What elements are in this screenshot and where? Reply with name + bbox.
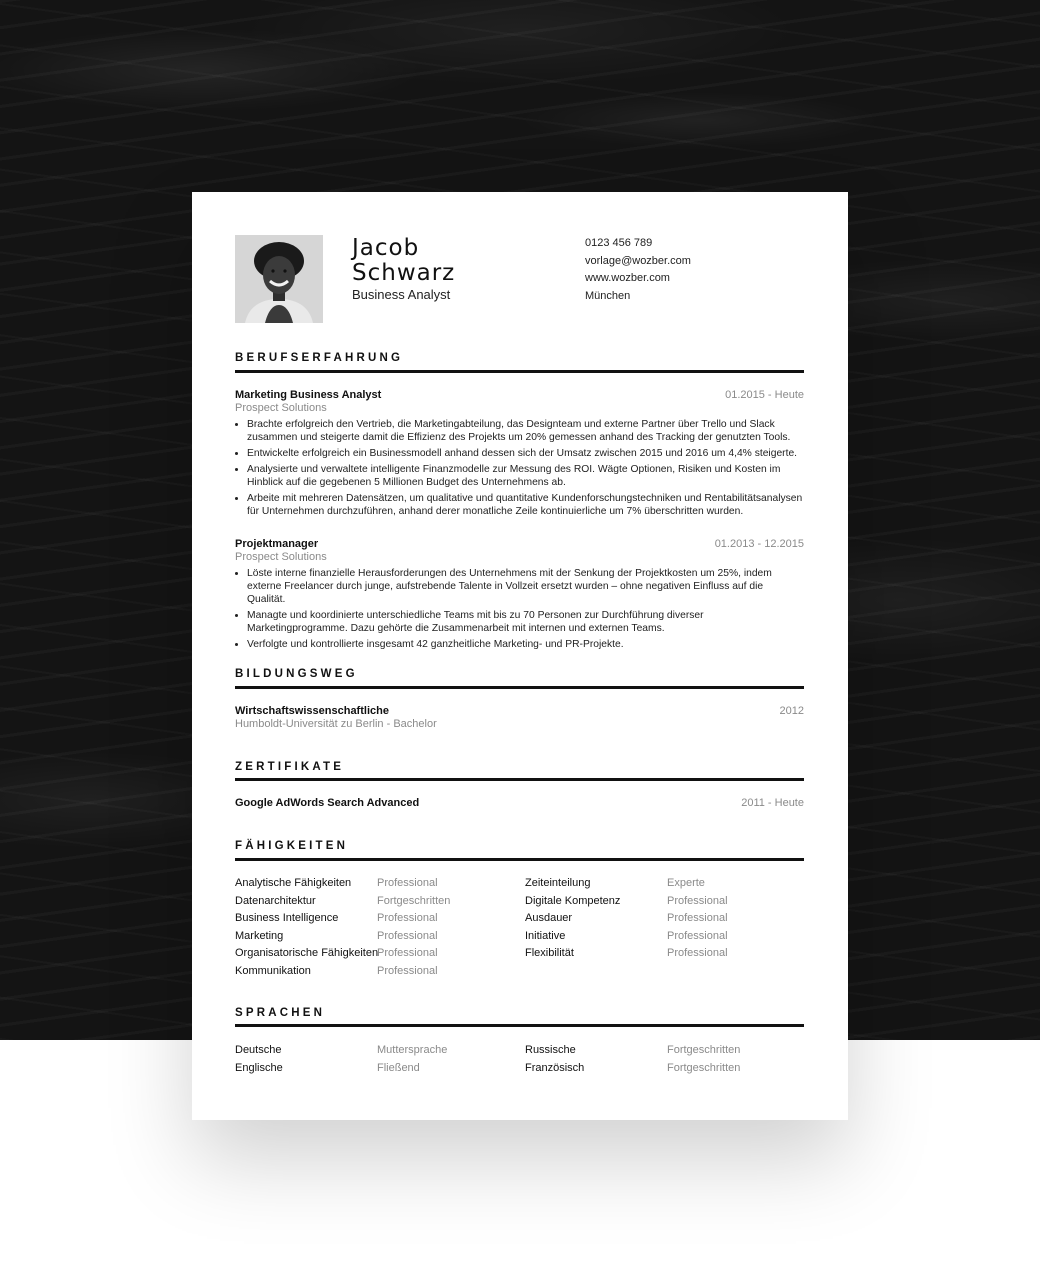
last-name: Schwarz <box>352 260 456 286</box>
skill-level: Experte <box>667 877 705 889</box>
certificate-dates: 2011 - Heute <box>741 797 804 809</box>
website: www.wozber.com <box>585 272 670 284</box>
language-row <box>235 1044 804 1062</box>
section-rule <box>235 370 804 373</box>
skill-level: Professional <box>377 964 438 977</box>
languages-grid <box>235 1044 804 1079</box>
profile-photo-illustration <box>235 235 323 323</box>
language-level: Fortgeschritten <box>667 1044 741 1056</box>
language-name: Russische <box>525 1044 576 1056</box>
skill-name: Analytische Fähigkeiten <box>235 877 352 889</box>
job-dates: 01.2013 - 12.2015 <box>714 538 804 550</box>
job-company: Prospect Solutions <box>235 551 327 563</box>
section-title-skills: FÄHIGKEITEN <box>235 840 349 852</box>
profile-photo <box>235 235 323 323</box>
job-bullets <box>235 567 804 654</box>
education-degree: Wirtschaftswissenschaftliche <box>235 705 389 717</box>
job-bullet: • Arbeite mit mehreren Datensätzen, um qualitative und quantitative Kundenforschungstechniken und Rentabilitätsanalysen für Unternehmen durchzuführen, anhand derer monatliche Zeile kontinuierliche um 7% überschritten wurden. <box>247 492 804 518</box>
skills-grid <box>235 877 804 982</box>
skill-name: Kommunikation <box>235 964 311 977</box>
job-bullet: • Verfolgte und kontrollierte insgesamt 42 ganzheitliche Marketing- und PR-Projekte. <box>247 638 804 651</box>
skill-name: Organisatorische Fähigkeiten <box>235 947 379 959</box>
language-name: Deutsche <box>235 1044 282 1056</box>
skill-name: Digitale Kompetenz <box>525 894 621 907</box>
phone: 0123 456 789 <box>585 237 653 249</box>
skill-name: Marketing <box>235 929 284 942</box>
job-bullets <box>235 418 804 521</box>
contact-block <box>585 235 691 305</box>
skill-name: Flexibilität <box>525 947 574 959</box>
skill-row <box>235 930 804 948</box>
skill-level: Professional <box>667 912 728 924</box>
skill-level: Professional <box>377 912 438 924</box>
job-role: Projektmanager <box>235 538 319 550</box>
skill-level: Professional <box>667 894 728 907</box>
job-bullet: • Brachte erfolgreich den Vertrieb, die Marketingabteilung, das Designteam und externe Partner über Trello und Slack zusammen und steigerte damit die Effizienz des Projekts um 20% gemessen anhand des Tracking der genutzten Tools. <box>247 418 804 444</box>
email: vorlage@wozber.com <box>585 254 691 267</box>
language-level: Fließend <box>377 1061 420 1074</box>
certificate-name: Google AdWords Search Advanced <box>235 797 420 809</box>
skill-row <box>235 877 804 895</box>
skill-row <box>235 965 804 983</box>
skill-level: Professional <box>377 929 438 942</box>
resume-page <box>192 192 848 1120</box>
first-name: Jacob <box>352 235 420 261</box>
job-bullet: • Entwickelte erfolgreich ein Businessmodell anhand dessen sich der Umsatz zwischen 2015 und 2016 um 4,4% steigerte. <box>247 447 804 460</box>
section-rule <box>235 778 804 781</box>
full-name <box>352 236 455 286</box>
job-title: Business Analyst <box>352 287 451 302</box>
skill-name: Datenarchitektur <box>235 894 316 907</box>
language-level: Muttersprache <box>377 1044 448 1056</box>
skill-level: Professional <box>377 877 438 889</box>
skill-name: Ausdauer <box>525 912 573 924</box>
job-company: Prospect Solutions <box>235 402 327 414</box>
skill-level: Professional <box>377 947 438 959</box>
language-name: Englische <box>235 1061 283 1074</box>
job-dates: 01.2015 - Heute <box>725 389 804 401</box>
language-name: Französisch <box>525 1061 585 1074</box>
skill-row <box>235 912 804 930</box>
education-year: 2012 <box>779 705 804 717</box>
section-rule <box>235 686 804 689</box>
skill-level: Fortgeschritten <box>377 894 451 907</box>
skill-name: Zeiteinteilung <box>525 877 591 889</box>
language-level: Fortgeschritten <box>667 1061 741 1074</box>
section-title-experience: BERUFSERFAHRUNG <box>235 352 404 364</box>
section-title-certificates: ZERTIFIKATE <box>235 761 345 773</box>
education-school: Humboldt-Universität zu Berlin - Bachelor <box>235 718 437 730</box>
job-role: Marketing Business Analyst <box>235 389 382 401</box>
section-rule <box>235 858 804 861</box>
language-row <box>235 1062 804 1080</box>
job-bullet: • Löste interne finanzielle Herausforderungen des Unternehmens mit der Senkung der Projektkosten um 25%, indem externe Freelancer durch junge, aufstrebende Talente in Vollzeit ersetzt wurden – ohne negativen Einfluss auf die Qualität. <box>247 567 804 606</box>
skill-level: Professional <box>667 947 728 959</box>
skill-level: Professional <box>667 929 728 942</box>
city: München <box>585 289 631 302</box>
skill-name: Business Intelligence <box>235 912 339 924</box>
section-rule <box>235 1024 804 1027</box>
job-bullet: • Managte und koordinierte unterschiedliche Teams mit bis zu 70 Personen zur Durchführung diverser Marketingprogramme. Dazu gehörte die Zusammenarbeit mit internen und externen Teams. <box>247 609 804 635</box>
skill-row <box>235 895 804 913</box>
skill-row <box>235 947 804 965</box>
skill-name: Initiative <box>525 929 566 942</box>
section-title-languages: SPRACHEN <box>235 1007 326 1019</box>
section-title-education: BILDUNGSWEG <box>235 668 358 680</box>
job-bullet: • Analysierte und verwaltete intelligente Finanzmodelle zur Messung des ROI. Wägte Optionen, Risiken und Kosten im Hinblick auf die gegebenen 5 Millionen Budget des Unternehmens ab. <box>247 463 804 489</box>
